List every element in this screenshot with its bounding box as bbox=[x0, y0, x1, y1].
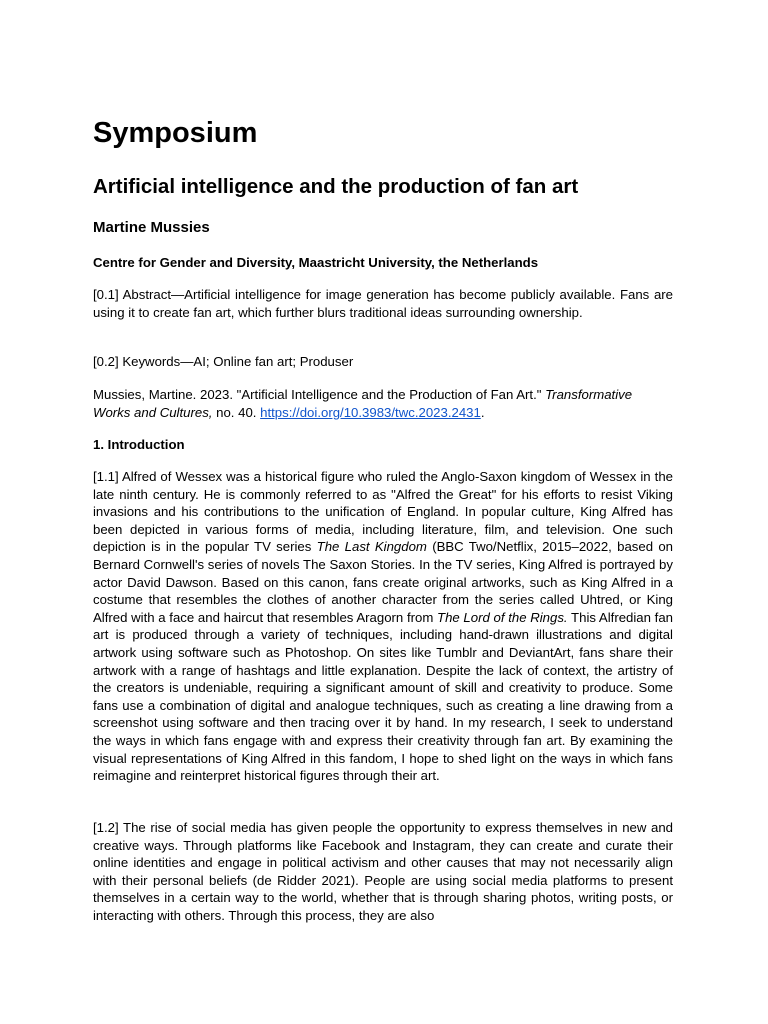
abstract-paragraph: [0.1] Abstract—Artificial intelligence for image generation has become publicly available. Fans are using it to create fan art, which further blurs traditional ideas surrounding ownership. bbox=[93, 287, 673, 320]
paragraph-1-1 bbox=[93, 468, 673, 785]
citation-end: . bbox=[480, 404, 485, 420]
section-label: Symposium bbox=[93, 117, 258, 149]
citation-issue: no. 40. bbox=[212, 404, 261, 420]
article-title: Artificial intelligence and the production of fan art bbox=[93, 175, 579, 198]
introduction-heading: 1. Introduction bbox=[93, 437, 185, 452]
doi-link[interactable]: https://doi.org/10.3983/twc.2023.2431 bbox=[260, 404, 481, 420]
lord-of-the-rings-title: The Lord of the Rings. bbox=[437, 609, 568, 625]
paragraph-1-1-part1: [1.1] Alfred of Wessex was a historical figure who ruled the Anglo-Saxon kingdom of Wessex in the late ninth century. He is commonly referred to as "Alfred the Great" for his efforts to resist Viking invasions and his contributions to the unification of England. In popular culture, King Alfred has been depicted in various forms of media, including literature, film, and television. One such depiction is in the popular TV series bbox=[93, 469, 673, 555]
paragraph-1-1-part2: (BBC Two/Netflix, 2015–2022, based on Bernard Cornwell's series of novels The Saxon Stories. In the TV series, King Alfred is portrayed by actor David Dawson. Based on this canon, fans create original artworks, such as King Alfred in a costume that resembles the clothes of another character from the series called Uhtred, or King Alfred with a face and haircut that resembles Aragorn from bbox=[93, 539, 674, 625]
keywords-paragraph: [0.2] Keywords—AI; Online fan art; Produser bbox=[93, 354, 354, 369]
last-kingdom-title: The Last Kingdom bbox=[316, 539, 427, 555]
paragraph-1-1-part3: This Alfredian fan art is produced through a variety of techniques, including hand-drawn illustrations and digital artwork using software such as Photoshop. On sites like Tumblr and DeviantArt, fans share their artwork with a range of hashtags and little explanation. Despite the lack of context, the artistry of the creators is undeniable, requiring a significant amount of skill and creativity to produce. Some fans use a combination of digital and analogue techniques, such as creating a line drawing from a screenshot using software and then tracing over it by hand. In my research, I seek to understand the ways in which fans engage with and express their creativity through fan art. By examining the visual representations of King Alfred in this fandom, I hope to shed light on the ways in which fans reimagine and reinterpret historical figures through their art. bbox=[93, 609, 673, 784]
citation-text: Mussies, Martine. 2023. "Artificial Intelligence and the Production of Fan Art." bbox=[93, 387, 546, 402]
author-affiliation: Centre for Gender and Diversity, Maastricht University, the Netherlands bbox=[93, 255, 539, 270]
citation-journal: Transformative Works and Cultures, bbox=[93, 387, 633, 420]
paragraph-1-2: [1.2] The rise of social media has given people the opportunity to express themselves in new and creative ways. Through platforms like Facebook and Instagram, they can create and curate their online identities and engage in political activism and other causes that may not necessarily align with their personal beliefs (de Ridder 2021). People are using social media platforms to present themselves in a certain way to the world, whether that is through sharing photos, writing posts, or interacting with others. Through this process, they are also bbox=[93, 820, 673, 923]
author-name: Martine Mussies bbox=[93, 219, 210, 236]
citation-paragraph bbox=[93, 386, 673, 421]
